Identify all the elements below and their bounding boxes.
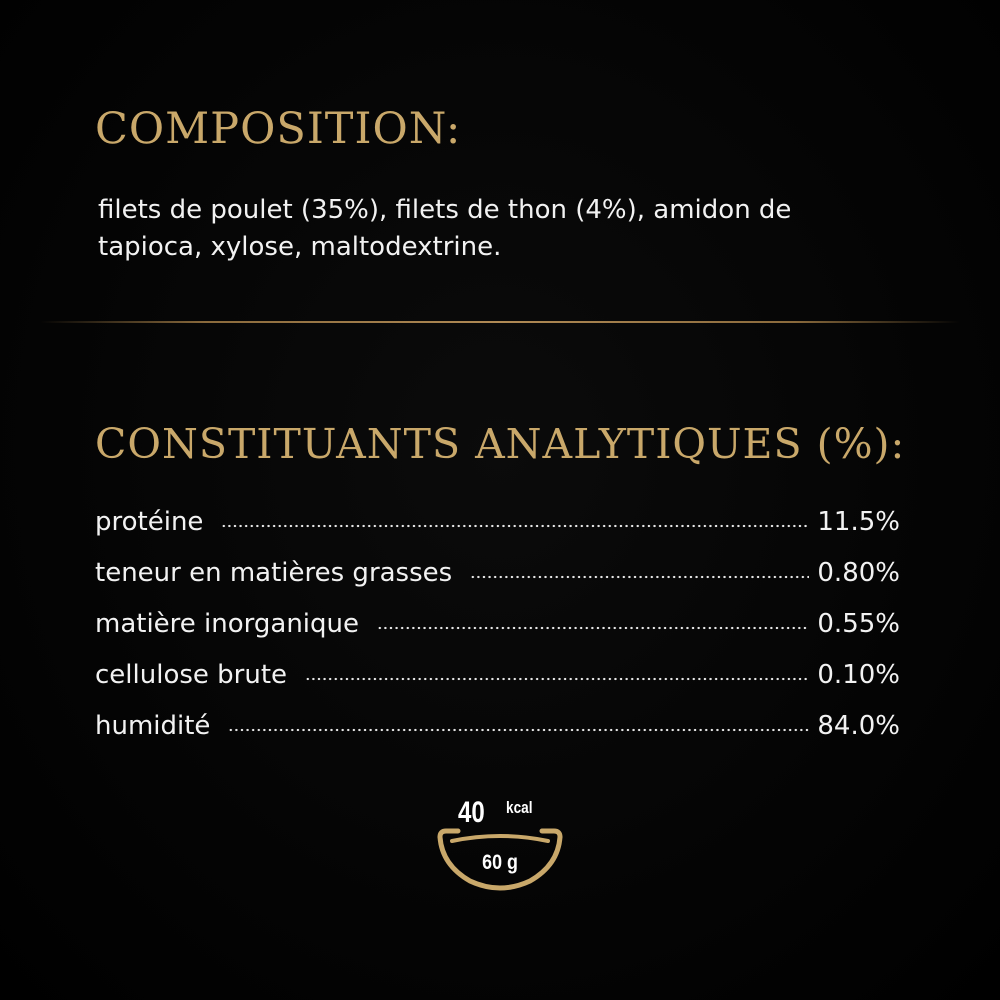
nutrient-name: humidité (95, 711, 211, 741)
nutrient-row-moisture (95, 706, 900, 757)
nutrient-name: cellulose brute (95, 660, 288, 690)
nutrient-name: protéine (95, 507, 204, 537)
nutrient-value: 0.10% (817, 660, 900, 690)
dot-leader (470, 575, 809, 579)
nutrient-row-fat (95, 553, 900, 604)
kcal-unit: kcal (506, 798, 533, 817)
dot-leader (228, 728, 809, 732)
section-divider (40, 321, 960, 323)
dot-leader (221, 524, 809, 528)
composition-text: filets de poulet (35%), filets de thon (4%), amidon de tapioca, xylose, maltodextrine. (98, 195, 792, 262)
nutrient-row-ash (95, 604, 900, 655)
nutrient-row-protein (95, 502, 900, 553)
nutrient-value: 0.80% (817, 558, 900, 588)
dot-leader (305, 677, 809, 681)
nutrient-value: 11.5% (817, 507, 900, 537)
analytics-heading: CONSTITUANTS ANALYTIQUES (%): (95, 420, 906, 468)
nutrient-list (95, 502, 900, 757)
composition-heading: COMPOSITION: (95, 104, 462, 154)
kcal-value: 40 (458, 796, 485, 829)
nutrient-row-fibre (95, 655, 900, 706)
nutrient-value: 0.55% (817, 609, 900, 639)
dot-leader (377, 626, 809, 630)
nutrient-value: 84.0% (817, 711, 900, 741)
nutrient-name: teneur en matières grasses (95, 558, 453, 588)
bowl-icon (430, 795, 570, 895)
nutrient-name: matière inorganique (95, 609, 360, 639)
energy-badge (430, 795, 570, 895)
portion-size: 60 g (482, 851, 518, 874)
